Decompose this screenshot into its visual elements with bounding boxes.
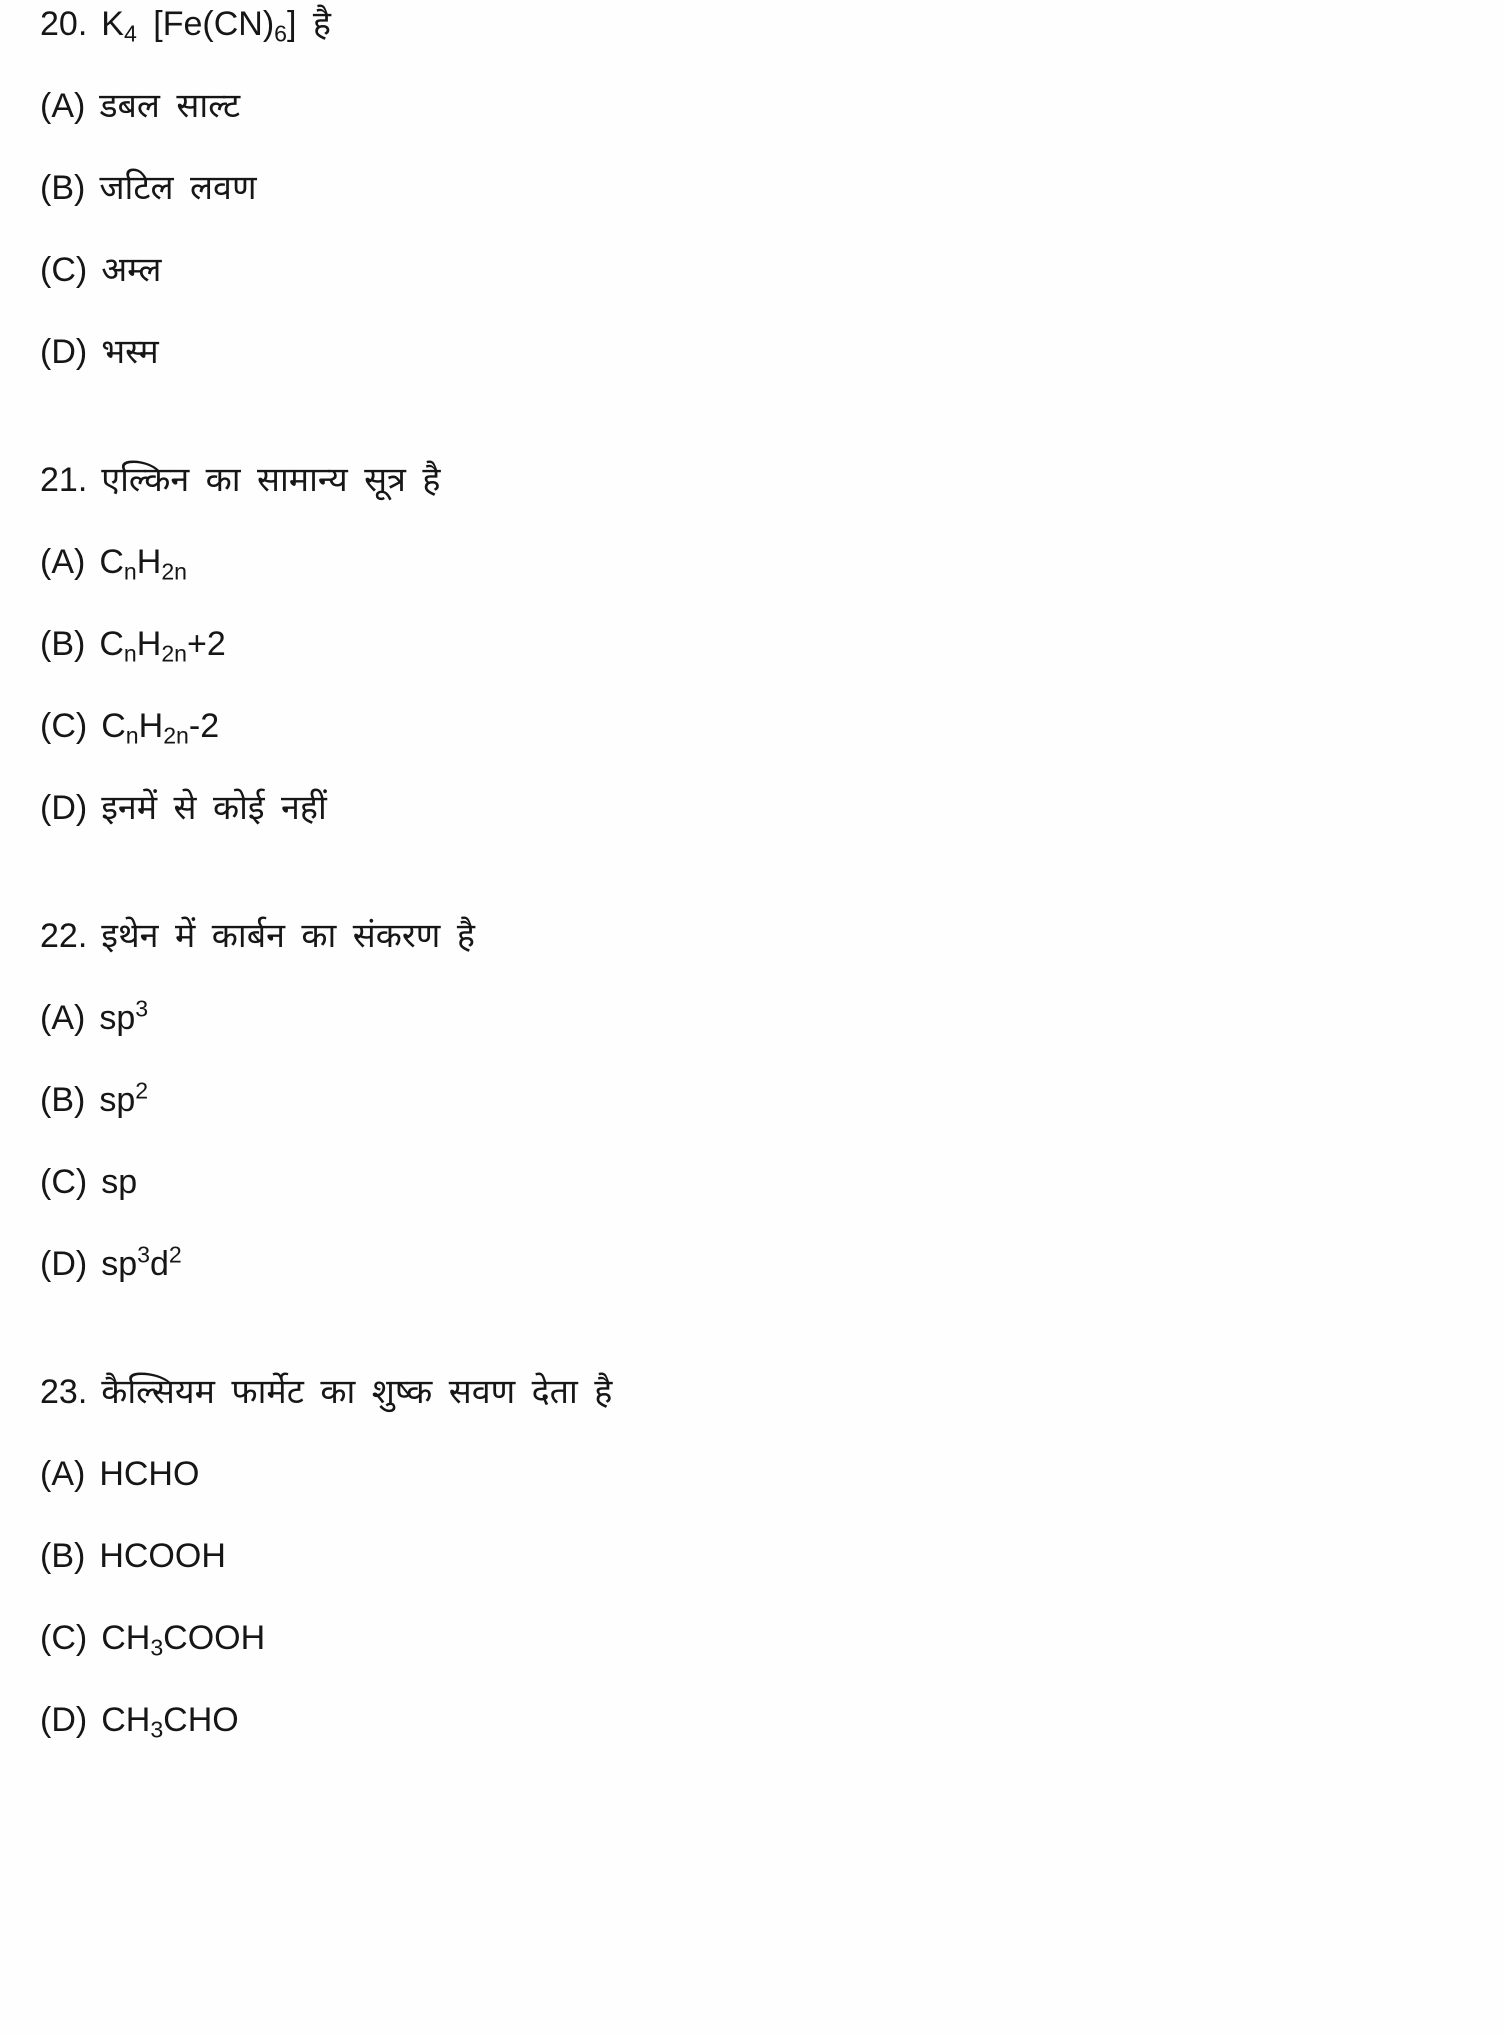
question-text: एल्किन का सामान्य सूत्र है [101,461,441,499]
option-text: इनमें से कोई नहीं [101,789,327,827]
question-number: 23. [40,1373,88,1411]
option-line [40,540,1475,584]
option-text: $CH_3CHO$ [101,1701,239,1743]
option-line [40,1698,1475,1742]
option-label: (A) [40,543,86,581]
option-label: (C) [40,1619,88,1657]
option-text: $C_nH_{2n}+2$ [99,625,226,667]
option-text: $sp^3d^2$ [101,1241,182,1283]
option-line [40,996,1475,1040]
option-text: $sp^3$ [99,995,149,1037]
option-line [40,1534,1475,1578]
option-label: (A) [40,1455,86,1493]
option-label: (D) [40,1701,88,1739]
option-text: sp [101,1163,138,1201]
question-line [40,1370,1475,1414]
option-text: डबल साल्ट [99,87,241,125]
option-line [40,166,1475,210]
option-line [40,622,1475,666]
option-line [40,786,1475,830]
option-text: भस्म [101,333,159,371]
question-text: $K_4$ $[Fe(CN)_6]$ है [101,5,331,47]
option-text: HCHO [99,1455,200,1493]
question-line [40,2,1475,46]
question-number: 21. [40,461,88,499]
option-text: $CH_3COOH$ [101,1619,266,1661]
option-label: (C) [40,707,88,745]
question-text: कैल्सियम फार्मेट का शुष्क सवण देता है [101,1373,613,1411]
option-line [40,330,1475,374]
option-line [40,1078,1475,1122]
question-number: 20. [40,5,88,43]
option-line [40,1242,1475,1286]
option-text: HCOOH [99,1537,226,1575]
question-line [40,914,1475,958]
option-text: $C_nH_{2n}-2$ [101,707,220,749]
question-text: इथेन में कार्बन का संकरण है [101,917,475,955]
option-line [40,248,1475,292]
option-label: (C) [40,1163,88,1201]
option-label: (B) [40,1537,86,1575]
option-line [40,1452,1475,1496]
option-label: (D) [40,1245,88,1283]
option-line [40,84,1475,128]
option-label: (A) [40,999,86,1037]
option-label: (B) [40,1081,86,1119]
option-line [40,1160,1475,1204]
option-line [40,704,1475,748]
option-text: अम्ल [101,251,162,289]
option-text: $C_nH_{2n}$ [99,543,188,585]
question-line [40,458,1475,502]
option-label: (C) [40,251,88,289]
question-number: 22. [40,917,88,955]
option-label: (D) [40,789,88,827]
option-line [40,1616,1475,1660]
option-label: (B) [40,169,86,207]
option-label: (A) [40,87,86,125]
option-text: $sp^2$ [99,1077,149,1119]
option-label: (B) [40,625,86,663]
option-label: (D) [40,333,88,371]
option-text: जटिल लवण [99,169,257,207]
